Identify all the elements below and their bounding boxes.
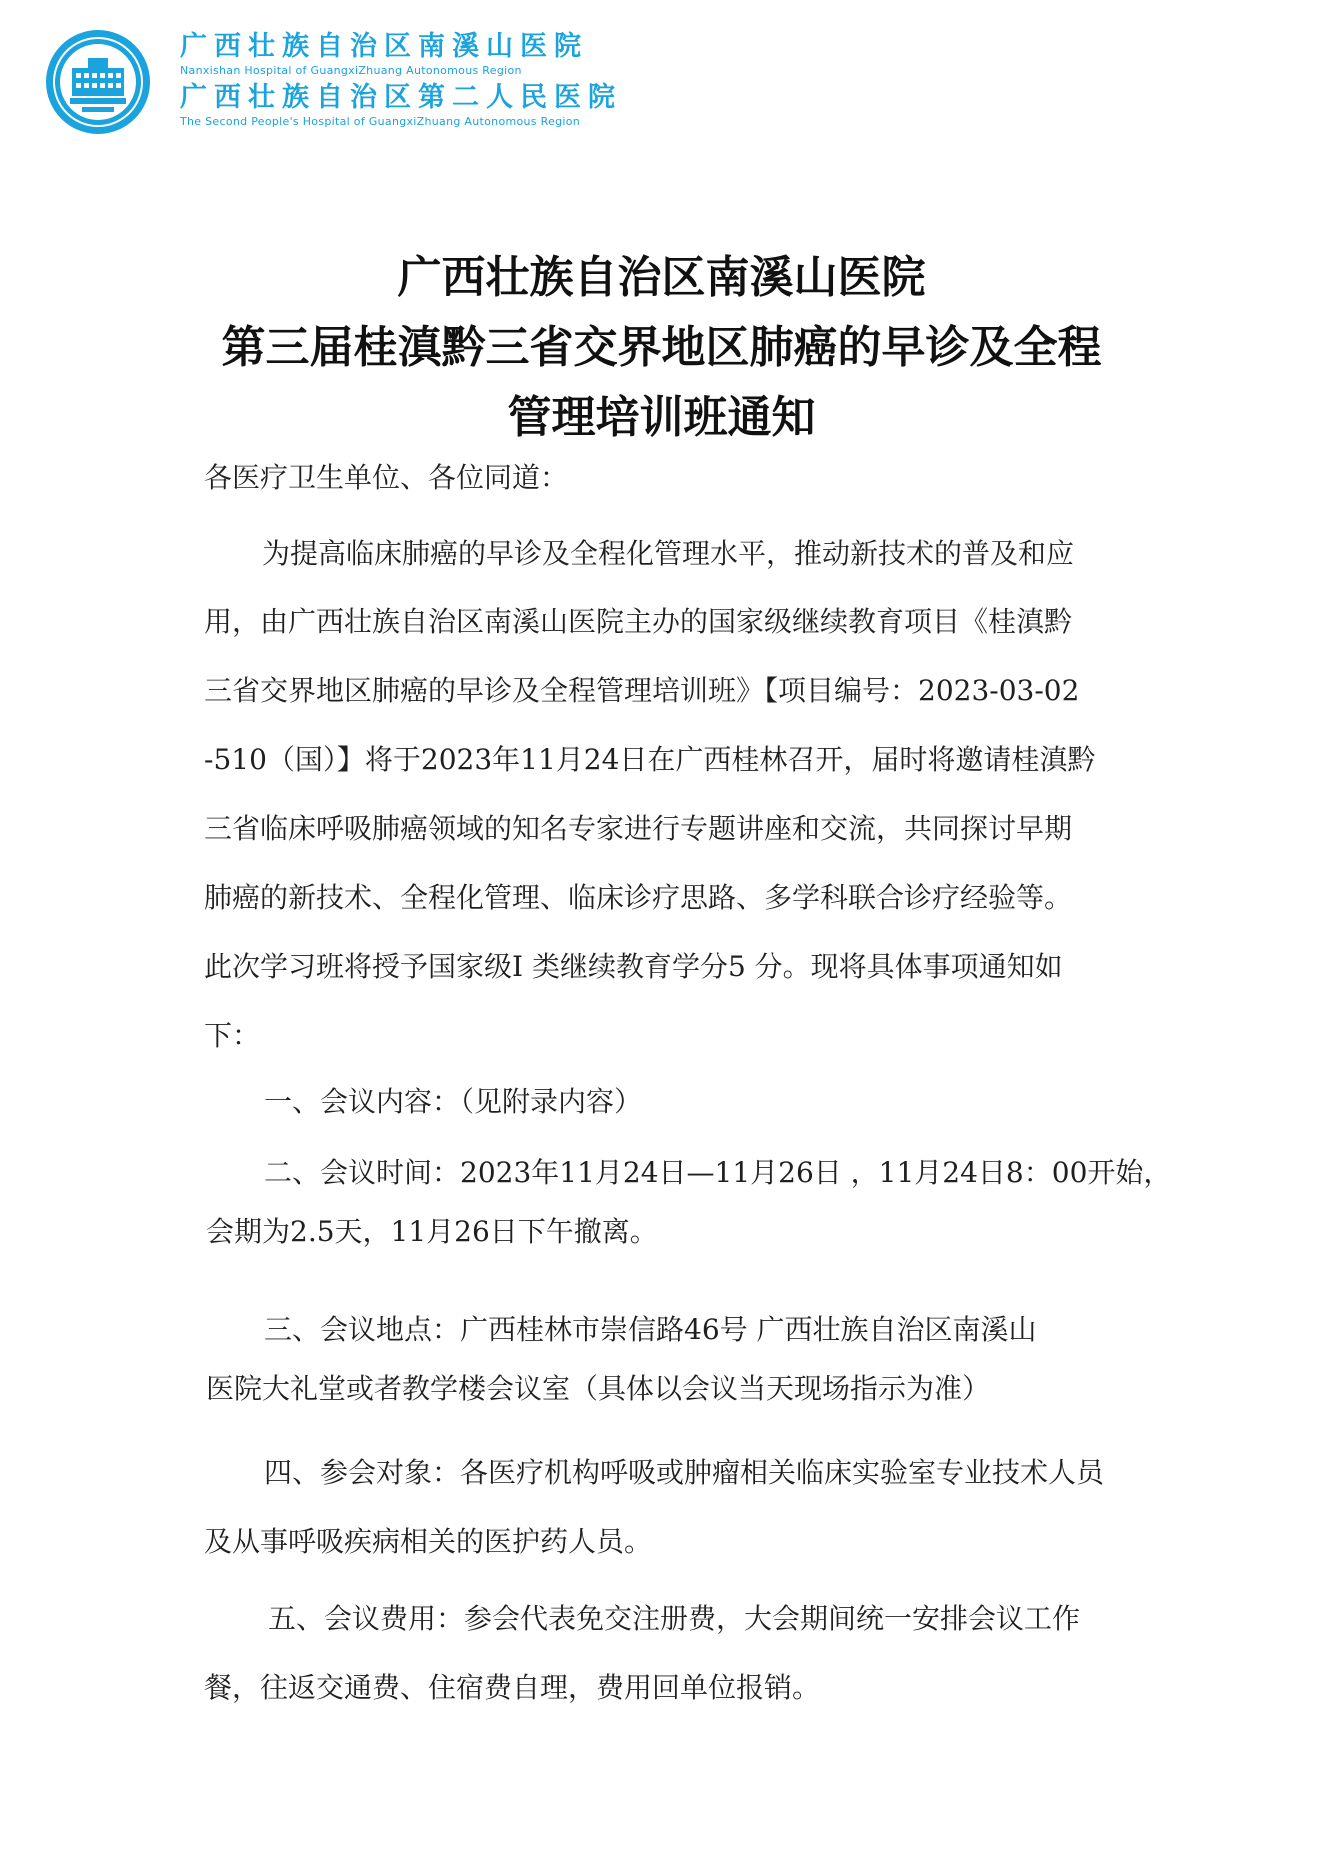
logo-en-name-2: The Second People's Hospital of GuangxiZhuang Autonomous Region bbox=[180, 115, 581, 128]
item-meeting-content: 一、会议内容：（见附录内容） bbox=[264, 1085, 643, 1118]
para-line: 此次学习班将授予国家级Ⅰ 类继续教育学分5 分。现将具体事项通知如 bbox=[204, 950, 1063, 983]
item-participants: 四、参会对象：各医疗机构呼吸或肿瘤相关临床实验室专业技术人员 bbox=[264, 1456, 1105, 1489]
para-line: 三省临床呼吸肺癌领域的知名专家进行专题讲座和交流，共同探讨早期 bbox=[204, 812, 1073, 845]
logo-cn-name-1: 广西壮族自治区南溪山医院 bbox=[180, 31, 588, 62]
para-line: 用，由广西壮族自治区南溪山医院主办的国家级继续教育项目《桂滇黔 bbox=[204, 605, 1073, 638]
item-meeting-venue: 三、会议地点：广西桂林市崇信路46号 广西壮族自治区南溪山 bbox=[264, 1313, 1037, 1346]
item-fees-cont: 餐，往返交通费、住宿费自理，费用回单位报销。 bbox=[204, 1671, 821, 1704]
doc-title-line-2: 第三届桂滇黔三省交界地区肺癌的早诊及全程 bbox=[221, 322, 1102, 373]
para-line: 肺癌的新技术、全程化管理、临床诊疗思路、多学科联合诊疗经验等。 bbox=[204, 881, 1073, 914]
hospital-logo bbox=[44, 24, 622, 134]
logo-text-block bbox=[180, 30, 640, 129]
para-line: 下： bbox=[204, 1019, 261, 1052]
item-participants-cont: 及从事呼吸疾病相关的医护药人员。 bbox=[204, 1525, 653, 1558]
logo-cn-name-2: 广西壮族自治区第二人民医院 bbox=[180, 82, 622, 113]
doc-title-line-1: 广西壮族自治区南溪山医院 bbox=[397, 252, 926, 303]
item-fees: 五、会议费用：参会代表免交注册费，大会期间统一安排会议工作 bbox=[268, 1602, 1081, 1635]
logo-en-name-1: Nanxishan Hospital of GuangxiZhuang Autonomous Region bbox=[180, 64, 522, 77]
para-line: 三省交界地区肺癌的早诊及全程管理培训班》【项目编号：2023-03-02 bbox=[204, 674, 1080, 707]
doc-title-line-3: 管理培训班通知 bbox=[507, 392, 816, 443]
para-line: -510（国）】将于2023年11月24日在广西桂林召开，届时将邀请桂滇黔 bbox=[204, 743, 1096, 776]
salutation: 各医疗卫生单位、各位同道： bbox=[204, 461, 569, 494]
item-meeting-time: 二、会议时间：2023年11月24日—11月26日 ，11月24日8：00开始， bbox=[264, 1156, 1172, 1189]
hospital-emblem-icon bbox=[44, 28, 152, 136]
item-meeting-venue-cont: 医院大礼堂或者教学楼会议室（具体以会议当天现场指示为准） bbox=[206, 1372, 991, 1405]
para-line: 为提高临床肺癌的早诊及全程化管理水平，推动新技术的普及和应 bbox=[262, 537, 1075, 570]
item-meeting-time-cont: 会期为2.5天，11月26日下午撤离。 bbox=[206, 1215, 658, 1248]
